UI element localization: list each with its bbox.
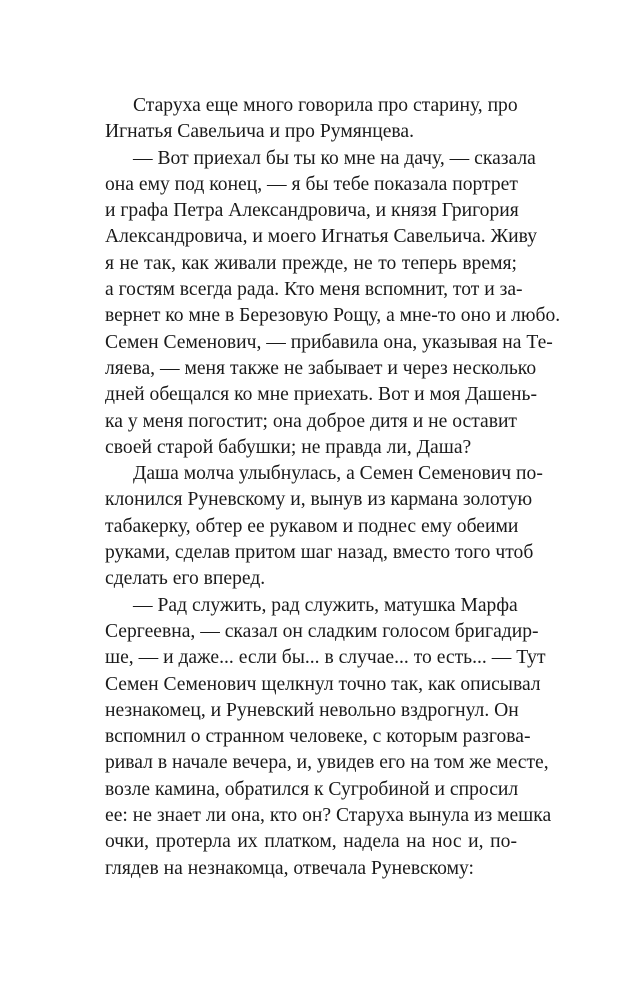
text-line: возле камина, обратился к Сугробиной и спросил (105, 778, 519, 800)
text-line: Семен Семенович щелкнул точно так, как описывал (105, 673, 541, 695)
text-line: глядев на незнакомца, отвечала Руневскому: (105, 857, 474, 879)
text-line: — Вот приехал бы ты ко мне на дачу, — сказала (133, 147, 536, 169)
text-line: ее: не знает ли она, кто он? Старуха вынула из мешка (105, 805, 552, 827)
text-line: Сергеевна, — сказал он сладким голосом бригадир- (105, 620, 539, 642)
text-line: своей старой бабушки; не правда ли, Даша? (105, 436, 472, 458)
text-line: незнакомец, и Руневский невольно вздрогнул. Он (105, 699, 519, 721)
text-line: ривал в начале вечера, и, увидев его на том же месте, (105, 752, 549, 774)
text-line: клонился Руневскому и, вынув из кармана золотую (105, 489, 533, 511)
text-line: Игнатья Савельича и про Румянцева. (105, 121, 414, 143)
text-line: табакерку, обтер ее рукавом и поднес ему обеими (105, 515, 519, 537)
text-line: Даша молча улыбнулась, а Семен Семенович по- (133, 463, 543, 485)
text-line: вернет ко мне в Березовую Рощу, а мне-то оно и любо. (105, 305, 561, 327)
text-line: а гостям всегда рада. Кто меня вспомнит, тот и за- (105, 279, 523, 301)
text-line: дней обещался ко мне приехать. Вот и моя Дашень- (105, 384, 537, 406)
text-line: она ему под конец, — я бы тебе показала портрет (105, 173, 518, 195)
text-line: очки, протерла их платком, надела на нос и, по- (105, 831, 517, 853)
text-line: ше, — и даже... если бы... в случае... то есть... — Тут (105, 647, 546, 669)
text-line: и графа Петра Александровича, и князя Григория (105, 200, 519, 222)
text-line: я не так, как живали прежде, не то теперь время; (105, 252, 517, 274)
text-line: — Рад служить, рад служить, матушка Марфа (133, 594, 518, 616)
text-line: ляева, — меня также не забывает и через несколько (105, 357, 537, 379)
text-line: Александровича, и моего Игнатья Савельича. Живу (105, 226, 538, 248)
body-text (105, 93, 561, 882)
text-line: Семен Семенович, — прибавила она, указывая на Те- (105, 331, 553, 353)
text-line: Старуха еще много говорила про старину, про (133, 95, 518, 116)
text-line: сделать его вперед. (105, 568, 266, 590)
text-line: вспомнил о странном человеке, с которым разгова- (105, 726, 531, 748)
text-line: ка у меня погостит; она доброе дитя и не оставит (105, 410, 517, 432)
text-line: руками, сделав притом шаг назад, вместо того чтоб (105, 542, 534, 564)
